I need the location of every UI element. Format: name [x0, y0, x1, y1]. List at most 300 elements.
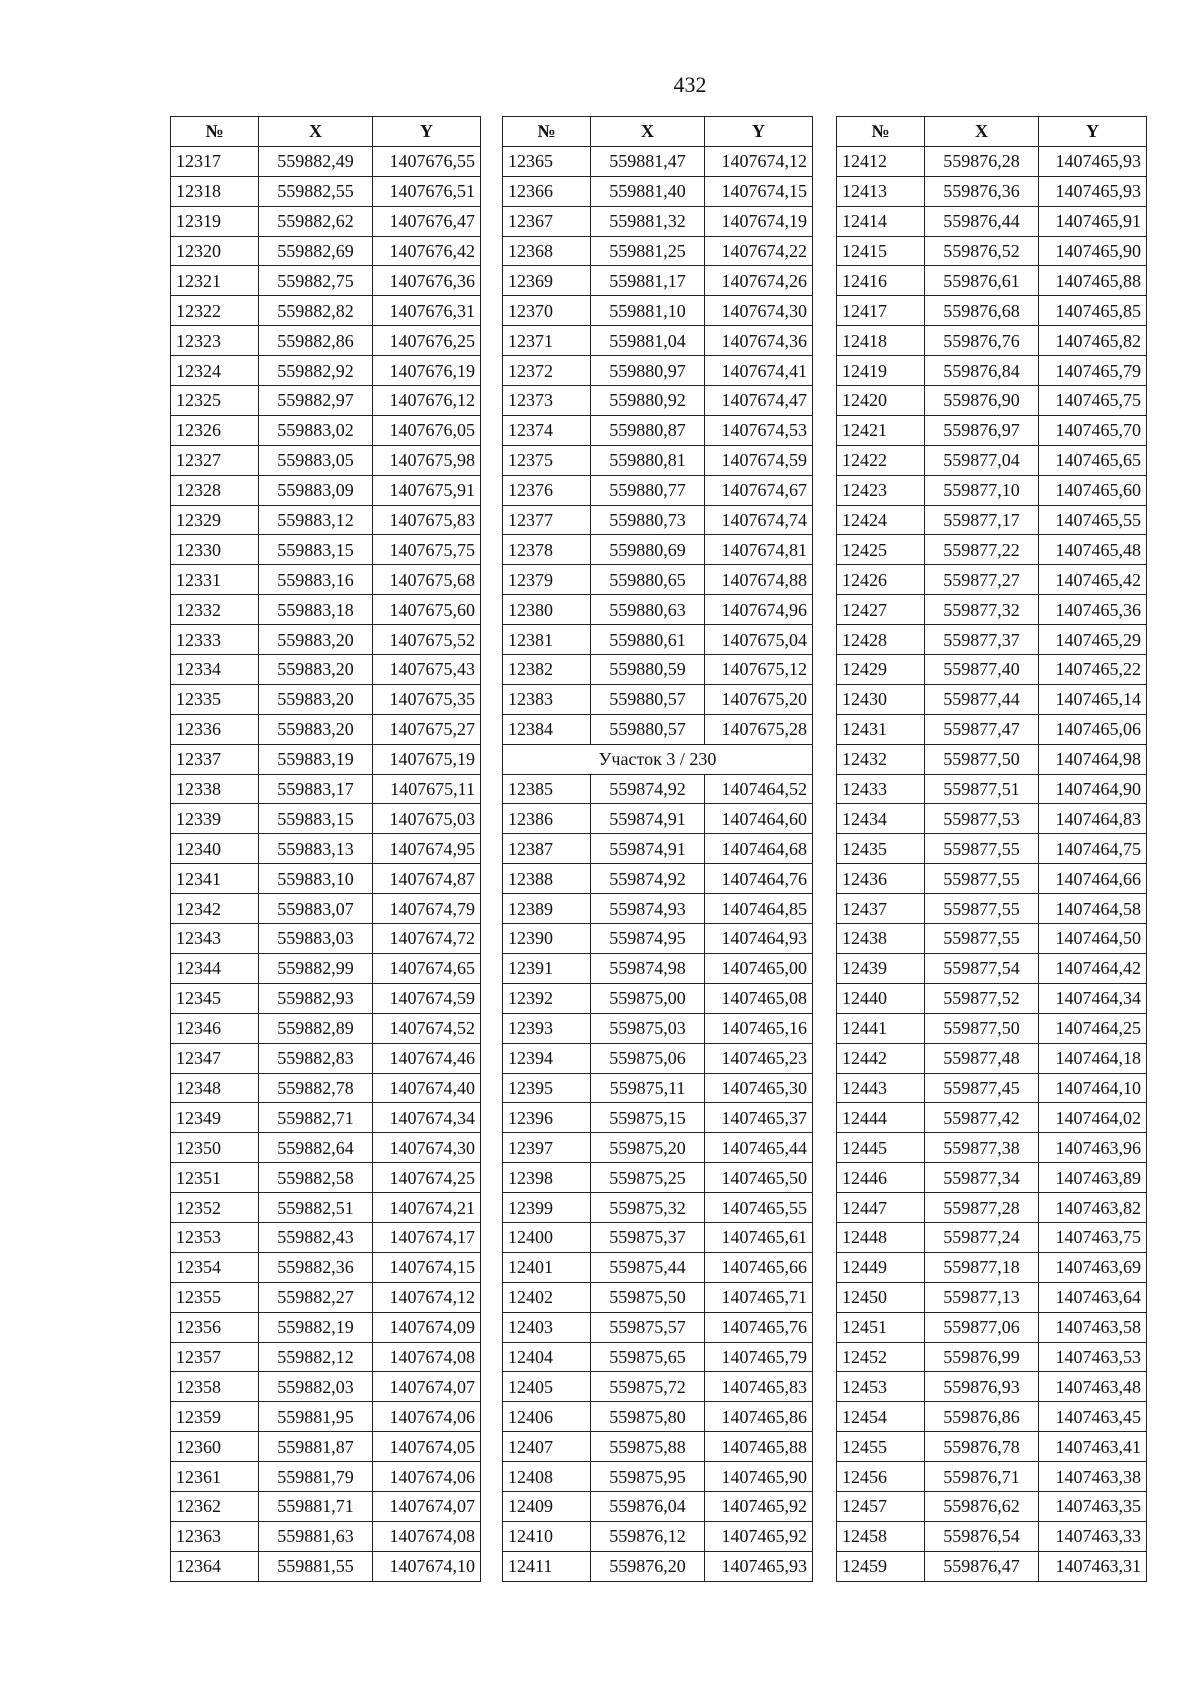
y-coordinate-cell: 1407463,89	[1039, 1163, 1147, 1193]
point-number-cell: 12366	[503, 176, 591, 206]
table-row	[503, 1432, 813, 1462]
table-row	[837, 415, 1147, 445]
table-row	[171, 475, 481, 505]
point-number-cell: 12446	[837, 1163, 925, 1193]
point-number-cell: 12350	[171, 1133, 259, 1163]
y-coordinate-cell: 1407465,75	[1039, 386, 1147, 416]
y-coordinate-cell: 1407674,26	[705, 266, 813, 296]
point-number-cell: 12442	[837, 1043, 925, 1073]
table-row	[171, 894, 481, 924]
table-row	[837, 1013, 1147, 1043]
x-coordinate-cell: 559875,80	[591, 1402, 705, 1432]
point-number-cell: 12407	[503, 1432, 591, 1462]
y-coordinate-cell: 1407674,05	[373, 1432, 481, 1462]
table-row	[171, 1432, 481, 1462]
table-row	[503, 625, 813, 655]
point-number-cell: 12324	[171, 356, 259, 386]
y-coordinate-cell: 1407465,92	[705, 1491, 813, 1521]
x-coordinate-cell: 559882,93	[259, 983, 373, 1013]
table-row	[837, 535, 1147, 565]
table-row	[837, 1103, 1147, 1133]
y-coordinate-cell: 1407463,96	[1039, 1133, 1147, 1163]
table-row	[171, 684, 481, 714]
y-coordinate-cell: 1407464,93	[705, 924, 813, 954]
y-coordinate-cell: 1407465,08	[705, 983, 813, 1013]
x-coordinate-cell: 559883,05	[259, 445, 373, 475]
table-row	[503, 983, 813, 1013]
y-coordinate-cell: 1407675,04	[705, 625, 813, 655]
table-row	[503, 1133, 813, 1163]
point-number-cell: 12352	[171, 1193, 259, 1223]
table-row	[171, 1252, 481, 1282]
table-row	[503, 415, 813, 445]
x-coordinate-cell: 559875,37	[591, 1222, 705, 1252]
point-number-cell: 12453	[837, 1372, 925, 1402]
y-coordinate-cell: 1407674,67	[705, 475, 813, 505]
y-coordinate-cell: 1407675,98	[373, 445, 481, 475]
point-number-cell: 12409	[503, 1491, 591, 1521]
point-number-cell: 12406	[503, 1402, 591, 1432]
table-row	[171, 953, 481, 983]
x-coordinate-cell: 559881,95	[259, 1402, 373, 1432]
point-number-cell: 12339	[171, 804, 259, 834]
y-coordinate-cell: 1407465,93	[705, 1551, 813, 1581]
point-number-cell: 12421	[837, 415, 925, 445]
table-row	[837, 625, 1147, 655]
point-number-cell: 12423	[837, 475, 925, 505]
point-number-cell: 12445	[837, 1133, 925, 1163]
x-coordinate-cell: 559877,55	[925, 924, 1039, 954]
point-number-cell: 12398	[503, 1163, 591, 1193]
coordinates-table-1	[170, 116, 481, 1582]
y-coordinate-cell: 1407465,30	[705, 1073, 813, 1103]
table-row	[503, 146, 813, 176]
y-coordinate-cell: 1407675,43	[373, 655, 481, 685]
table-row	[171, 1043, 481, 1073]
y-coordinate-cell: 1407464,52	[705, 774, 813, 804]
table-row	[171, 804, 481, 834]
x-coordinate-cell: 559882,71	[259, 1103, 373, 1133]
table-row	[503, 296, 813, 326]
x-coordinate-cell: 559881,63	[259, 1521, 373, 1551]
point-number-cell: 12389	[503, 894, 591, 924]
y-coordinate-cell: 1407465,42	[1039, 565, 1147, 595]
x-coordinate-cell: 559876,44	[925, 206, 1039, 236]
table-row	[837, 1402, 1147, 1432]
x-coordinate-cell: 559883,15	[259, 535, 373, 565]
x-coordinate-cell: 559876,78	[925, 1432, 1039, 1462]
point-number-cell: 12438	[837, 924, 925, 954]
point-number-cell: 12432	[837, 744, 925, 774]
y-coordinate-cell: 1407674,46	[373, 1043, 481, 1073]
x-coordinate-cell: 559876,12	[591, 1521, 705, 1551]
x-coordinate-cell: 559882,27	[259, 1282, 373, 1312]
y-coordinate-cell: 1407465,61	[705, 1222, 813, 1252]
x-coordinate-cell: 559876,54	[925, 1521, 1039, 1551]
y-coordinate-cell: 1407464,34	[1039, 983, 1147, 1013]
point-number-cell: 12457	[837, 1491, 925, 1521]
y-coordinate-cell: 1407465,91	[1039, 206, 1147, 236]
table-header-row	[837, 117, 1147, 147]
table-row	[503, 535, 813, 565]
table-row	[837, 744, 1147, 774]
point-number-cell: 12449	[837, 1252, 925, 1282]
y-coordinate-cell: 1407465,36	[1039, 595, 1147, 625]
point-number-cell: 12383	[503, 684, 591, 714]
table-row	[171, 206, 481, 236]
table-row	[503, 1521, 813, 1551]
point-number-cell: 12355	[171, 1282, 259, 1312]
x-coordinate-cell: 559876,20	[591, 1551, 705, 1581]
x-coordinate-cell: 559881,87	[259, 1432, 373, 1462]
table-row	[837, 236, 1147, 266]
table-row	[837, 475, 1147, 505]
table-row	[503, 834, 813, 864]
table-row	[837, 953, 1147, 983]
x-coordinate-cell: 559877,48	[925, 1043, 1039, 1073]
y-coordinate-cell: 1407674,06	[373, 1462, 481, 1492]
x-coordinate-cell: 559882,58	[259, 1163, 373, 1193]
table-row	[503, 475, 813, 505]
table-row	[837, 1491, 1147, 1521]
point-number-cell: 12335	[171, 684, 259, 714]
point-number-cell: 12402	[503, 1282, 591, 1312]
y-coordinate-cell: 1407464,76	[705, 864, 813, 894]
point-number-cell: 12448	[837, 1222, 925, 1252]
table-row	[503, 774, 813, 804]
y-coordinate-cell: 1407465,70	[1039, 415, 1147, 445]
table-row	[503, 655, 813, 685]
y-coordinate-cell: 1407674,53	[705, 415, 813, 445]
x-coordinate-cell: 559881,79	[259, 1462, 373, 1492]
y-coordinate-cell: 1407676,55	[373, 146, 481, 176]
x-coordinate-cell: 559876,71	[925, 1462, 1039, 1492]
x-coordinate-cell: 559875,20	[591, 1133, 705, 1163]
y-coordinate-cell: 1407675,11	[373, 774, 481, 804]
x-coordinate-cell: 559875,06	[591, 1043, 705, 1073]
point-number-cell: 12379	[503, 565, 591, 595]
y-coordinate-cell: 1407464,18	[1039, 1043, 1147, 1073]
y-coordinate-cell: 1407674,36	[705, 326, 813, 356]
point-number-cell: 12430	[837, 684, 925, 714]
x-coordinate-cell: 559877,55	[925, 894, 1039, 924]
x-coordinate-cell: 559882,51	[259, 1193, 373, 1223]
point-number-cell: 12414	[837, 206, 925, 236]
point-number-cell: 12380	[503, 595, 591, 625]
y-coordinate-cell: 1407463,75	[1039, 1222, 1147, 1252]
table-row	[837, 655, 1147, 685]
table-row	[171, 386, 481, 416]
x-coordinate-cell: 559882,64	[259, 1133, 373, 1163]
point-number-cell: 12330	[171, 535, 259, 565]
x-coordinate-cell: 559874,92	[591, 774, 705, 804]
table-row	[503, 206, 813, 236]
point-number-cell: 12387	[503, 834, 591, 864]
point-number-cell: 12455	[837, 1432, 925, 1462]
x-coordinate-cell: 559876,86	[925, 1402, 1039, 1432]
table-row	[503, 1013, 813, 1043]
y-coordinate-cell: 1407464,75	[1039, 834, 1147, 864]
table-row	[171, 983, 481, 1013]
point-number-cell: 12319	[171, 206, 259, 236]
point-number-cell: 12426	[837, 565, 925, 595]
point-number-cell: 12361	[171, 1462, 259, 1492]
table-row	[837, 1551, 1147, 1581]
point-number-cell: 12411	[503, 1551, 591, 1581]
point-number-cell: 12443	[837, 1073, 925, 1103]
y-coordinate-cell: 1407465,79	[1039, 356, 1147, 386]
table-row	[503, 864, 813, 894]
x-coordinate-cell: 559883,07	[259, 894, 373, 924]
table-row	[171, 176, 481, 206]
y-coordinate-cell: 1407463,48	[1039, 1372, 1147, 1402]
table-row	[503, 505, 813, 535]
y-coordinate-cell: 1407465,83	[705, 1372, 813, 1402]
x-coordinate-cell: 559876,68	[925, 296, 1039, 326]
y-coordinate-cell: 1407674,30	[705, 296, 813, 326]
point-number-cell: 12377	[503, 505, 591, 535]
point-number-cell: 12321	[171, 266, 259, 296]
point-number-cell: 12434	[837, 804, 925, 834]
point-number-cell: 12367	[503, 206, 591, 236]
table-row	[837, 864, 1147, 894]
table-row	[503, 894, 813, 924]
table-row	[503, 236, 813, 266]
y-coordinate-cell: 1407465,60	[1039, 475, 1147, 505]
point-number-cell: 12353	[171, 1222, 259, 1252]
x-coordinate-cell: 559874,91	[591, 804, 705, 834]
page-number: 432	[673, 72, 707, 97]
y-coordinate-cell: 1407674,15	[705, 176, 813, 206]
header-number: №	[837, 117, 925, 147]
x-coordinate-cell: 559882,69	[259, 236, 373, 266]
y-coordinate-cell: 1407465,86	[705, 1402, 813, 1432]
y-coordinate-cell: 1407676,12	[373, 386, 481, 416]
x-coordinate-cell: 559881,47	[591, 146, 705, 176]
table-row	[503, 1551, 813, 1581]
y-coordinate-cell: 1407674,10	[373, 1551, 481, 1581]
table-row	[837, 1462, 1147, 1492]
point-number-cell: 12408	[503, 1462, 591, 1492]
y-coordinate-cell: 1407465,76	[705, 1312, 813, 1342]
y-coordinate-cell: 1407464,50	[1039, 924, 1147, 954]
y-coordinate-cell: 1407464,25	[1039, 1013, 1147, 1043]
table-row	[837, 1222, 1147, 1252]
table-row	[503, 326, 813, 356]
x-coordinate-cell: 559880,73	[591, 505, 705, 535]
table-row	[503, 1163, 813, 1193]
y-coordinate-cell: 1407676,31	[373, 296, 481, 326]
y-coordinate-cell: 1407674,09	[373, 1312, 481, 1342]
point-number-cell: 12431	[837, 714, 925, 744]
point-number-cell: 12340	[171, 834, 259, 864]
x-coordinate-cell: 559876,04	[591, 1491, 705, 1521]
x-coordinate-cell: 559876,28	[925, 146, 1039, 176]
x-coordinate-cell: 559882,62	[259, 206, 373, 236]
point-number-cell: 12399	[503, 1193, 591, 1223]
y-coordinate-cell: 1407675,20	[705, 684, 813, 714]
coordinates-table-3	[836, 116, 1147, 1582]
x-coordinate-cell: 559876,36	[925, 176, 1039, 206]
x-coordinate-cell: 559883,20	[259, 714, 373, 744]
point-number-cell: 12427	[837, 595, 925, 625]
point-number-cell: 12354	[171, 1252, 259, 1282]
point-number-cell: 12440	[837, 983, 925, 1013]
y-coordinate-cell: 1407465,22	[1039, 655, 1147, 685]
point-number-cell: 12343	[171, 924, 259, 954]
y-coordinate-cell: 1407464,98	[1039, 744, 1147, 774]
header-number: №	[503, 117, 591, 147]
y-coordinate-cell: 1407464,83	[1039, 804, 1147, 834]
point-number-cell: 12458	[837, 1521, 925, 1551]
x-coordinate-cell: 559875,32	[591, 1193, 705, 1223]
point-number-cell: 12428	[837, 625, 925, 655]
point-number-cell: 12344	[171, 953, 259, 983]
table-row	[171, 864, 481, 894]
x-coordinate-cell: 559877,06	[925, 1312, 1039, 1342]
y-coordinate-cell: 1407465,90	[705, 1462, 813, 1492]
point-number-cell: 12456	[837, 1462, 925, 1492]
table-row	[837, 1252, 1147, 1282]
point-number-cell: 12420	[837, 386, 925, 416]
y-coordinate-cell: 1407674,07	[373, 1491, 481, 1521]
point-number-cell: 12418	[837, 326, 925, 356]
table-row	[171, 1312, 481, 1342]
table-row	[171, 625, 481, 655]
table-row	[171, 445, 481, 475]
point-number-cell: 12347	[171, 1043, 259, 1073]
point-number-cell: 12416	[837, 266, 925, 296]
y-coordinate-cell: 1407675,28	[705, 714, 813, 744]
table-row	[837, 1432, 1147, 1462]
point-number-cell: 12368	[503, 236, 591, 266]
y-coordinate-cell: 1407465,23	[705, 1043, 813, 1073]
x-coordinate-cell: 559875,25	[591, 1163, 705, 1193]
x-coordinate-cell: 559882,89	[259, 1013, 373, 1043]
x-coordinate-cell: 559883,20	[259, 625, 373, 655]
x-coordinate-cell: 559882,12	[259, 1342, 373, 1372]
x-coordinate-cell: 559877,22	[925, 535, 1039, 565]
table-row	[503, 1491, 813, 1521]
x-coordinate-cell: 559883,16	[259, 565, 373, 595]
point-number-cell: 12437	[837, 894, 925, 924]
table-row	[171, 505, 481, 535]
y-coordinate-cell: 1407464,90	[1039, 774, 1147, 804]
table-row	[171, 296, 481, 326]
table-row	[171, 326, 481, 356]
y-coordinate-cell: 1407674,96	[705, 595, 813, 625]
table-row	[837, 1372, 1147, 1402]
point-number-cell: 12436	[837, 864, 925, 894]
y-coordinate-cell: 1407674,19	[705, 206, 813, 236]
x-coordinate-cell: 559883,17	[259, 774, 373, 804]
x-coordinate-cell: 559877,37	[925, 625, 1039, 655]
table-header-row	[171, 117, 481, 147]
x-coordinate-cell: 559877,13	[925, 1282, 1039, 1312]
y-coordinate-cell: 1407674,40	[373, 1073, 481, 1103]
x-coordinate-cell: 559877,27	[925, 565, 1039, 595]
point-number-cell: 12425	[837, 535, 925, 565]
point-number-cell: 12374	[503, 415, 591, 445]
y-coordinate-cell: 1407463,58	[1039, 1312, 1147, 1342]
table-row	[171, 1193, 481, 1223]
table-row	[171, 1013, 481, 1043]
x-coordinate-cell: 559880,77	[591, 475, 705, 505]
point-number-cell: 12417	[837, 296, 925, 326]
y-coordinate-cell: 1407465,71	[705, 1282, 813, 1312]
table-row	[503, 804, 813, 834]
y-coordinate-cell: 1407465,48	[1039, 535, 1147, 565]
y-coordinate-cell: 1407675,83	[373, 505, 481, 535]
x-coordinate-cell: 559880,63	[591, 595, 705, 625]
y-coordinate-cell: 1407465,66	[705, 1252, 813, 1282]
y-coordinate-cell: 1407674,95	[373, 834, 481, 864]
y-coordinate-cell: 1407463,82	[1039, 1193, 1147, 1223]
table-row	[837, 176, 1147, 206]
y-coordinate-cell: 1407674,08	[373, 1521, 481, 1551]
point-number-cell: 12400	[503, 1222, 591, 1252]
y-coordinate-cell: 1407465,55	[1039, 505, 1147, 535]
point-number-cell: 12386	[503, 804, 591, 834]
table-row	[171, 714, 481, 744]
table-row	[171, 1133, 481, 1163]
x-coordinate-cell: 559877,10	[925, 475, 1039, 505]
y-coordinate-cell: 1407676,25	[373, 326, 481, 356]
point-number-cell: 12447	[837, 1193, 925, 1223]
point-number-cell: 12454	[837, 1402, 925, 1432]
table-row	[171, 1222, 481, 1252]
table-row	[837, 1073, 1147, 1103]
x-coordinate-cell: 559881,17	[591, 266, 705, 296]
point-number-cell: 12363	[171, 1521, 259, 1551]
y-coordinate-cell: 1407676,19	[373, 356, 481, 386]
x-coordinate-cell: 559877,34	[925, 1163, 1039, 1193]
y-coordinate-cell: 1407465,14	[1039, 684, 1147, 714]
point-number-cell: 12381	[503, 625, 591, 655]
point-number-cell: 12444	[837, 1103, 925, 1133]
point-number-cell: 12395	[503, 1073, 591, 1103]
y-coordinate-cell: 1407463,31	[1039, 1551, 1147, 1581]
point-number-cell: 12415	[837, 236, 925, 266]
y-coordinate-cell: 1407674,59	[705, 445, 813, 475]
x-coordinate-cell: 559876,90	[925, 386, 1039, 416]
point-number-cell: 12439	[837, 953, 925, 983]
y-coordinate-cell: 1407674,74	[705, 505, 813, 535]
point-number-cell: 12345	[171, 983, 259, 1013]
x-coordinate-cell: 559877,50	[925, 744, 1039, 774]
x-coordinate-cell: 559876,99	[925, 1342, 1039, 1372]
table-row	[503, 1222, 813, 1252]
y-coordinate-cell: 1407676,42	[373, 236, 481, 266]
section-row	[503, 744, 813, 774]
y-coordinate-cell: 1407674,07	[373, 1372, 481, 1402]
y-coordinate-cell: 1407465,93	[1039, 176, 1147, 206]
point-number-cell: 12332	[171, 595, 259, 625]
point-number-cell: 12322	[171, 296, 259, 326]
x-coordinate-cell: 559883,03	[259, 924, 373, 954]
table-row	[503, 1312, 813, 1342]
x-coordinate-cell: 559877,44	[925, 684, 1039, 714]
point-number-cell: 12392	[503, 983, 591, 1013]
point-number-cell: 12450	[837, 1282, 925, 1312]
x-coordinate-cell: 559876,52	[925, 236, 1039, 266]
table-row	[171, 774, 481, 804]
point-number-cell: 12394	[503, 1043, 591, 1073]
y-coordinate-cell: 1407674,52	[373, 1013, 481, 1043]
table-row	[503, 356, 813, 386]
y-coordinate-cell: 1407464,10	[1039, 1073, 1147, 1103]
table-row	[503, 684, 813, 714]
